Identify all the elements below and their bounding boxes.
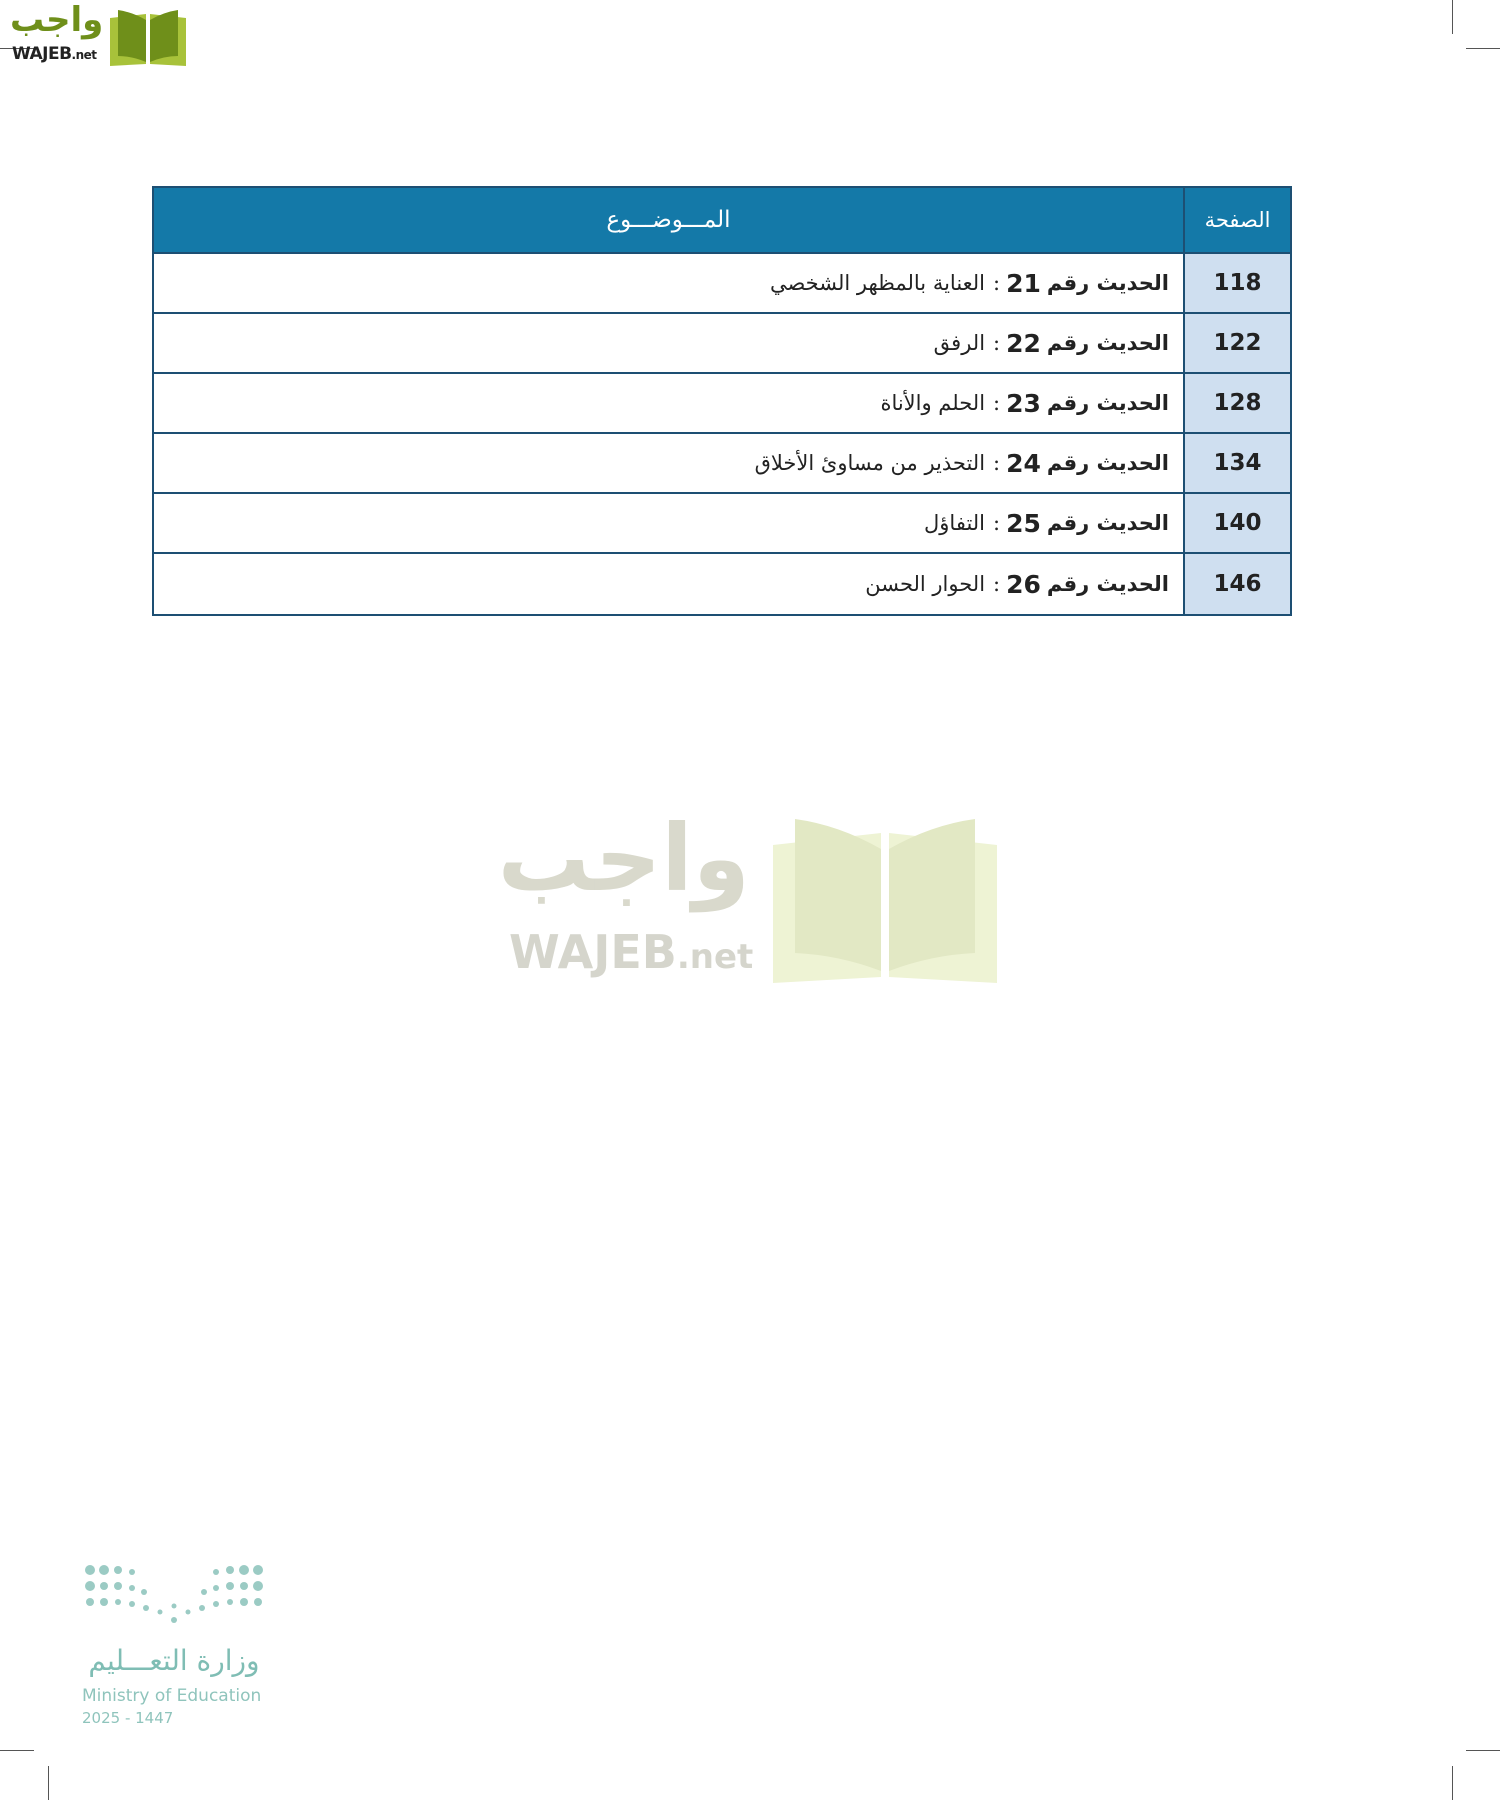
crop-mark [1452, 0, 1453, 34]
page-number: 146 [1183, 554, 1290, 614]
crop-mark [0, 1750, 34, 1751]
ministry-arabic-name: وزارة التعـــليم [88, 1644, 260, 1677]
header-page: الصفحة [1183, 188, 1290, 252]
crop-mark [48, 1766, 49, 1800]
separator: : [993, 572, 1001, 596]
hadith-prefix: الحديث رقم [1046, 511, 1169, 535]
page-number: 118 [1183, 254, 1290, 312]
hadith-title: الحلم والأناة [880, 391, 986, 415]
book-icon [106, 6, 190, 68]
watermark-latin-text: WAJEB.net [509, 925, 754, 979]
separator: : [993, 391, 1001, 415]
hadith-number: 26 [1006, 569, 1041, 599]
table-row[interactable] [154, 314, 1290, 374]
hadith-title: العناية بالمظهر الشخصي [769, 271, 986, 295]
page-number: 134 [1183, 434, 1290, 492]
crop-mark [1466, 1750, 1500, 1751]
separator: : [993, 271, 1001, 295]
ministry-dots-emblem [82, 1562, 266, 1632]
crop-mark [1466, 48, 1500, 49]
crop-mark [1452, 1766, 1453, 1800]
hadith-title: التحذير من مساوئ الأخلاق [754, 451, 986, 475]
hadith-number: 23 [1006, 388, 1041, 418]
ministry-of-education-logo [82, 1562, 282, 1732]
table-header-row [154, 188, 1290, 254]
table-row[interactable] [154, 554, 1290, 614]
hadith-number: 25 [1006, 508, 1041, 538]
hadith-number: 24 [1006, 448, 1041, 478]
table-row[interactable] [154, 374, 1290, 434]
topic-cell [154, 554, 1183, 614]
hadith-number: 22 [1006, 328, 1041, 358]
topic-cell [154, 434, 1183, 492]
wajeb-watermark [497, 805, 1005, 985]
topic-cell [154, 254, 1183, 312]
topic-cell [154, 374, 1183, 432]
hadith-prefix: الحديث رقم [1046, 391, 1169, 415]
ministry-year: 2025 - 1447 [82, 1709, 174, 1727]
hadith-prefix: الحديث رقم [1046, 271, 1169, 295]
ministry-english-name: Ministry of Education [82, 1686, 262, 1706]
hadith-prefix: الحديث رقم [1046, 572, 1169, 596]
hadith-prefix: الحديث رقم [1046, 331, 1169, 355]
separator: : [993, 511, 1001, 535]
table-row[interactable] [154, 254, 1290, 314]
header-topic: المـــوضـــوع [606, 207, 731, 233]
hadith-number: 21 [1006, 268, 1041, 298]
hadith-prefix: الحديث رقم [1046, 451, 1169, 475]
contents-table [152, 186, 1292, 616]
separator: : [993, 451, 1001, 475]
table-row[interactable] [154, 434, 1290, 494]
page-number: 128 [1183, 374, 1290, 432]
logo-arabic-text: واجب [10, 0, 104, 40]
hadith-title: الرفق [933, 331, 986, 355]
wajeb-logo[interactable] [10, 0, 190, 68]
logo-latin-text: WAJEB.net [12, 44, 97, 64]
hadith-title: التفاؤل [924, 511, 986, 535]
watermark-arabic-text: واجب [497, 805, 750, 912]
hadith-title: الحوار الحسن [865, 572, 986, 596]
page-number: 140 [1183, 494, 1290, 552]
table-row[interactable] [154, 494, 1290, 554]
topic-cell [154, 314, 1183, 372]
page-number: 122 [1183, 314, 1290, 372]
watermark-book-icon [773, 815, 997, 985]
topic-cell [154, 494, 1183, 552]
separator: : [993, 331, 1001, 355]
